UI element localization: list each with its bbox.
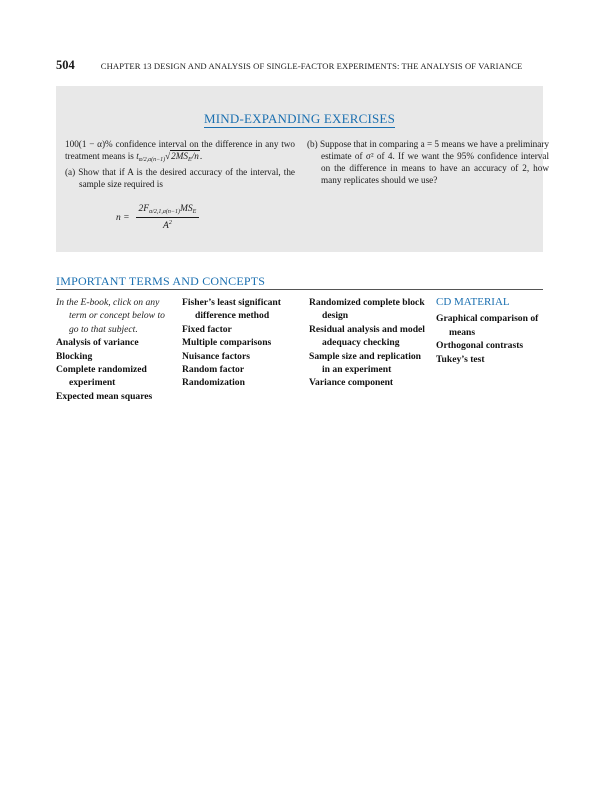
sample-size-formula: n = $\frac{2F_{\alpha/2,1,a(n-1)}MS_E}{A^2}$ — [116, 204, 199, 231]
terms-column-2 — [182, 296, 300, 390]
exercise-part-a: (a) Show that if A is the desired accuracy of the interval, the sample size required is — [65, 167, 295, 189]
running-head: CHAPTER 13 DESIGN AND ANALYSIS OF SINGLE-FACTOR EXPERIMENTS: THE ANALYSIS OF VARIANCE — [100, 61, 523, 71]
term-link[interactable]: Expected mean squares — [56, 390, 153, 402]
term-link[interactable]: Nuisance factors — [182, 350, 250, 362]
exercise-left-column — [65, 138, 295, 190]
term-link[interactable]: Random factor — [182, 364, 245, 376]
term-link[interactable]: Tukey’s test — [436, 353, 485, 365]
terms-section-title: IMPORTANT TERMS AND CONCEPTS — [56, 274, 266, 288]
term-link[interactable]: Randomized complete block design — [309, 297, 425, 322]
cd-material-heading: CD MATERIAL — [436, 296, 510, 308]
term-link[interactable]: Variance component — [309, 377, 394, 389]
term-link[interactable]: Sample size and replication in an experiment — [309, 350, 422, 376]
exercise-intro: 100(1 − α)% confidence interval on the difference in any two treatment means is $t_{\alpha/2,a(n-1)}√2MS_E/n$. — [65, 139, 295, 163]
exercise-part-b: (b) Suppose that in comparing a = 5 means we have a preliminary estimate of σ² of 4. If we want the 95% confidence interval on the difference in means to have an accuracy of 2, how many replicates should we use? — [307, 139, 549, 185]
mind-expanding-exercises-box — [56, 86, 549, 252]
term-link[interactable]: Graphical comparison of means — [436, 313, 539, 338]
term-link[interactable]: Blocking — [56, 350, 93, 362]
terms-column-3 — [309, 296, 427, 390]
term-link[interactable]: Fixed factor — [182, 323, 232, 335]
term-link[interactable]: Complete randomized experiment — [56, 364, 147, 389]
terms-column-4 — [436, 296, 548, 366]
page-header — [56, 58, 553, 73]
term-link[interactable]: Fisher’s least significant difference method — [182, 297, 281, 322]
term-link[interactable]: Multiple comparisons — [182, 337, 272, 349]
term-link[interactable]: Residual analysis and model adequacy checking — [309, 323, 425, 349]
exercises-title: MIND-EXPANDING EXERCISES — [203, 111, 396, 126]
section-divider — [56, 289, 543, 290]
ebook-note: In the E-book, click on any term or concept below to go to that subject. — [56, 297, 165, 335]
term-link[interactable]: Randomization — [182, 377, 245, 389]
term-link[interactable]: Orthogonal contrasts — [436, 340, 524, 352]
page-number: 504 — [56, 58, 75, 72]
terms-column-1 — [56, 296, 168, 403]
term-link[interactable]: Analysis of variance — [56, 337, 139, 349]
